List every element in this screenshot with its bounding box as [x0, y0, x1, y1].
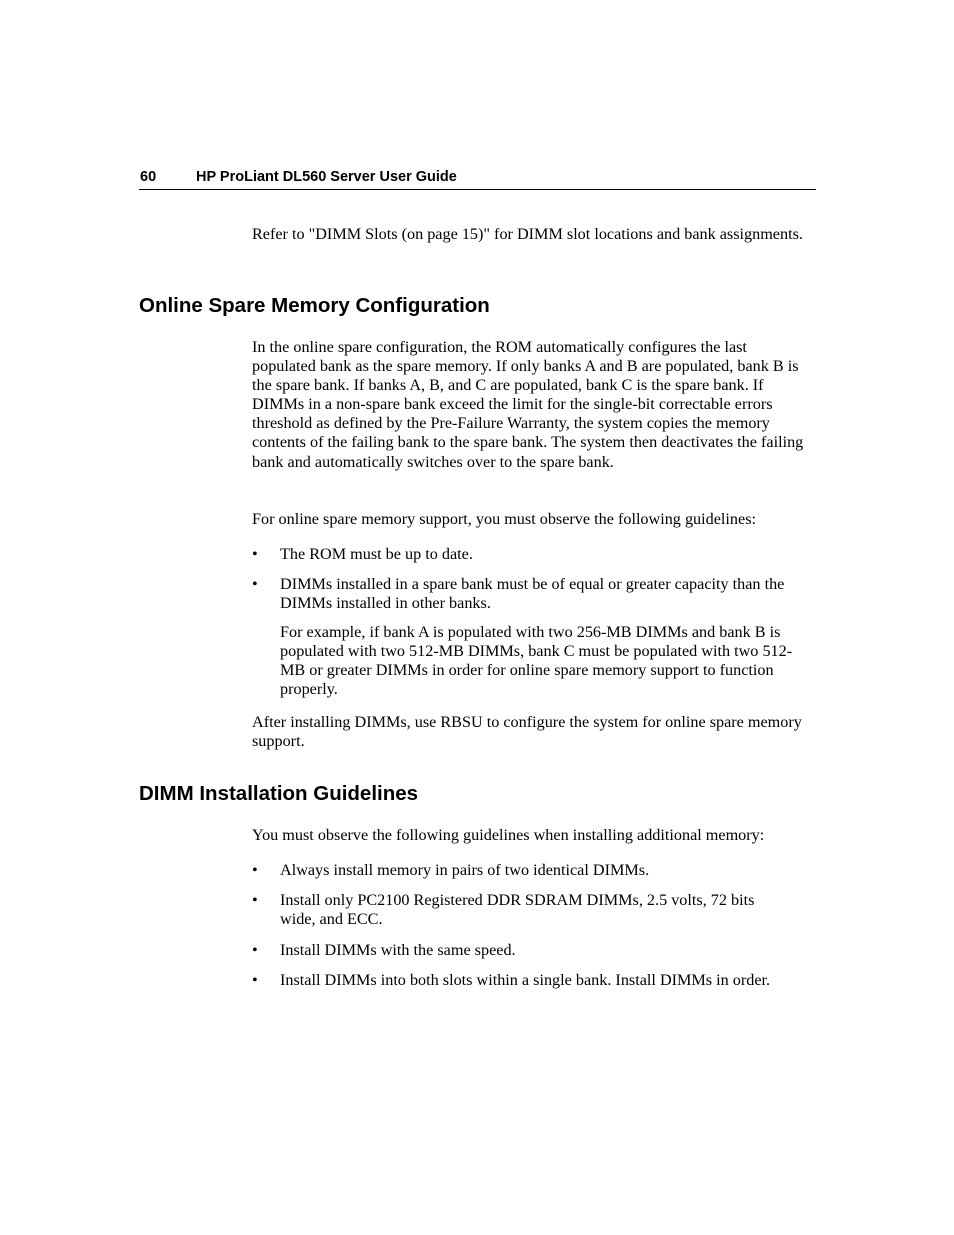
list-item-text: DIMMs installed in a spare bank must be of equal or greater capacity than the DIMMs installed in other banks. — [280, 575, 785, 613]
online-spare-guidelines-intro: For online spare memory support, you must observe the following guidelines: — [252, 510, 756, 528]
bullet-icon: • — [252, 545, 258, 563]
bullet-icon: • — [252, 941, 258, 959]
example-paragraph: For example, if bank A is populated with two 256-MB DIMMs and bank B is populated with two 512-MB DIMMs, bank C must be populated with two 512-MB or greater DIMMs in order for online spare memory support to function properly. — [280, 623, 793, 699]
list-item-text: Install DIMMs with the same speed. — [280, 941, 516, 959]
list-item-text: Always install memory in pairs of two identical DIMMs. — [280, 861, 650, 879]
list-item-text: The ROM must be up to date. — [280, 545, 473, 563]
bullet-icon: • — [252, 891, 258, 909]
online-spare-paragraph: In the online spare configuration, the ROM automatically configures the last populated bank as the spare memory. If only banks A and B are populated, bank B is the spare bank. If banks A, B, and C are populated, bank C is the spare bank. If DIMMs in a non-spare bank exceed the limit for the single-bit correctable errors threshold as defined by the Pre-Failure Warranty, the system copies the memory contents of the failing bank to the spare bank. The system then deactivates the failing bank and automatically switches over to the spare bank. — [252, 338, 804, 471]
bullet-icon: • — [252, 861, 258, 879]
section-heading-dimm-install: DIMM Installation Guidelines — [139, 782, 419, 805]
section-heading-online-spare: Online Spare Memory Configuration — [139, 294, 490, 317]
dimm-install-intro: You must observe the following guidelines when installing additional memory: — [252, 826, 765, 844]
bullet-icon: • — [252, 575, 258, 593]
list-item-text: Install DIMMs into both slots within a single bank. Install DIMMs in order. — [280, 971, 771, 989]
list-item-text: Install only PC2100 Registered DDR SDRAM DIMMs, 2.5 volts, 72 bits wide, and ECC. — [280, 891, 755, 929]
intro-paragraph: Refer to "DIMM Slots (on page 15)" for DIMM slot locations and bank assignments. — [252, 225, 803, 243]
bullet-icon: • — [252, 971, 258, 989]
guide-title: HP ProLiant DL560 Server User Guide — [196, 169, 457, 185]
rbsu-paragraph: After installing DIMMs, use RBSU to configure the system for online spare memory support. — [252, 713, 802, 751]
page-number: 60 — [140, 169, 157, 185]
running-header — [139, 168, 816, 190]
